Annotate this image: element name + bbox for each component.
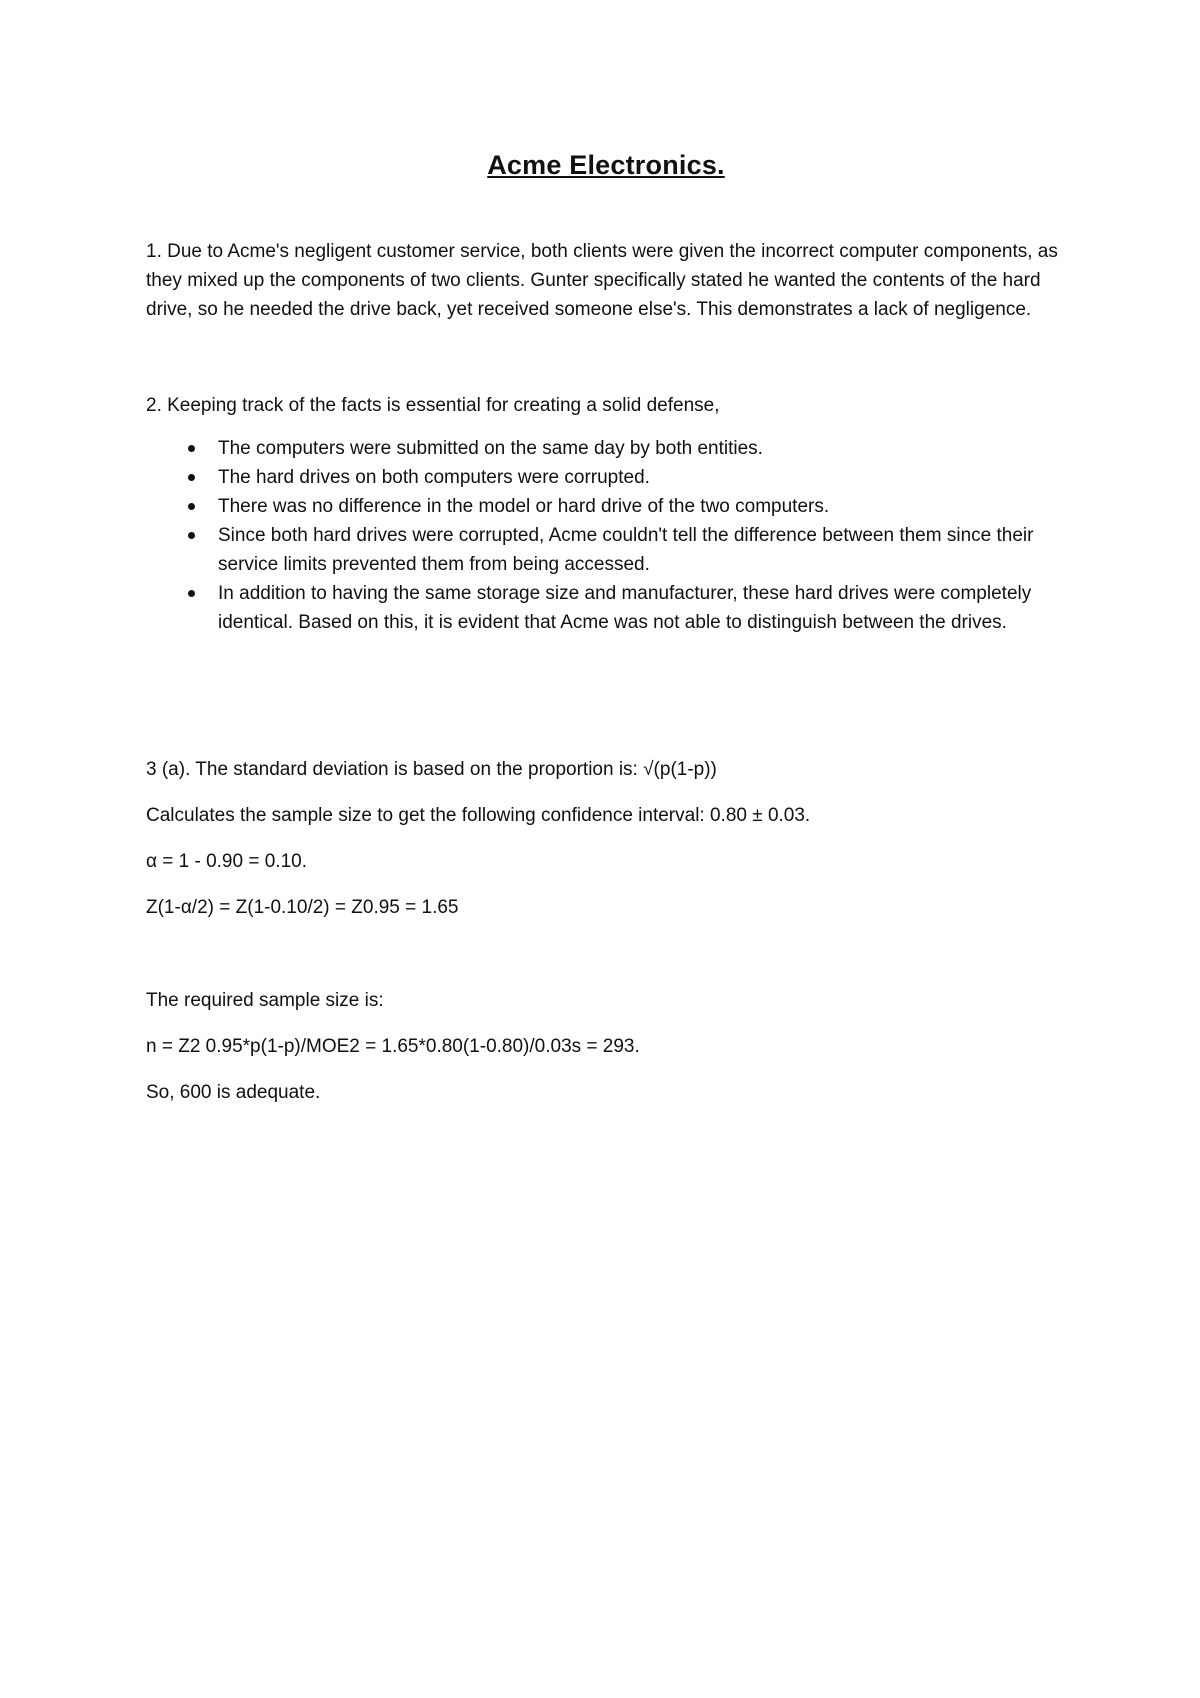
bullet-icon — [188, 503, 195, 510]
document-title: Acme Electronics. — [487, 150, 725, 180]
confidence-interval-line: Calculates the sample size to get the following confidence interval: 0.80 ± 0.03. — [146, 805, 811, 826]
question-2-intro: 2. Keeping track of the facts is essential for creating a solid defense, — [146, 395, 720, 416]
question-1-answer: 1. Due to Acme's negligent customer service, both clients were given the incorrect computer components, as they mixed up the components of two clients. Gunter specifically stated he wanted the contents of the hard drive, so he needed the drive back, yet received someone else's. This demonstrates a lack of negligence. — [146, 241, 1058, 320]
sample-size-formula: n = Z2 0.95*p(1-p)/MOE2 = 1.65*0.80(1-0.80)/0.03s = 293. — [146, 1036, 640, 1057]
fact-text: In addition to having the same storage size and manufacturer, these hard drives were completely identical. Based on this, it is evident that Acme was not able to distinguish between the drives. — [218, 583, 1032, 633]
bullet-icon — [188, 532, 195, 539]
fact-text: The hard drives on both computers were corrupted. — [218, 467, 650, 488]
document-body — [146, 150, 1066, 1124]
bullet-icon — [188, 590, 195, 597]
fact-item — [146, 434, 1066, 463]
fact-item — [146, 492, 1066, 521]
facts-list — [146, 434, 1066, 637]
alpha-line: α = 1 - 0.90 = 0.10. — [146, 851, 307, 872]
question-3-intro: 3 (a). The standard deviation is based on the proportion is: √(p(1-p)) — [146, 759, 717, 780]
fact-text: There was no difference in the model or hard drive of the two computers. — [218, 496, 830, 517]
bullet-icon — [188, 445, 195, 452]
fact-item — [146, 521, 1066, 579]
fact-item — [146, 579, 1066, 637]
fact-text: The computers were submitted on the same day by both entities. — [218, 438, 763, 459]
sample-size-heading: The required sample size is: — [146, 990, 384, 1011]
z-score-line: Z(1-α/2) = Z(1-0.10/2) = Z0.95 = 1.65 — [146, 897, 459, 918]
bullet-icon — [188, 474, 195, 481]
fact-item — [146, 463, 1066, 492]
conclusion-line: So, 600 is adequate. — [146, 1082, 321, 1103]
fact-text: Since both hard drives were corrupted, Acme couldn't tell the difference between them since their service limits prevented them from being accessed. — [218, 525, 1034, 575]
